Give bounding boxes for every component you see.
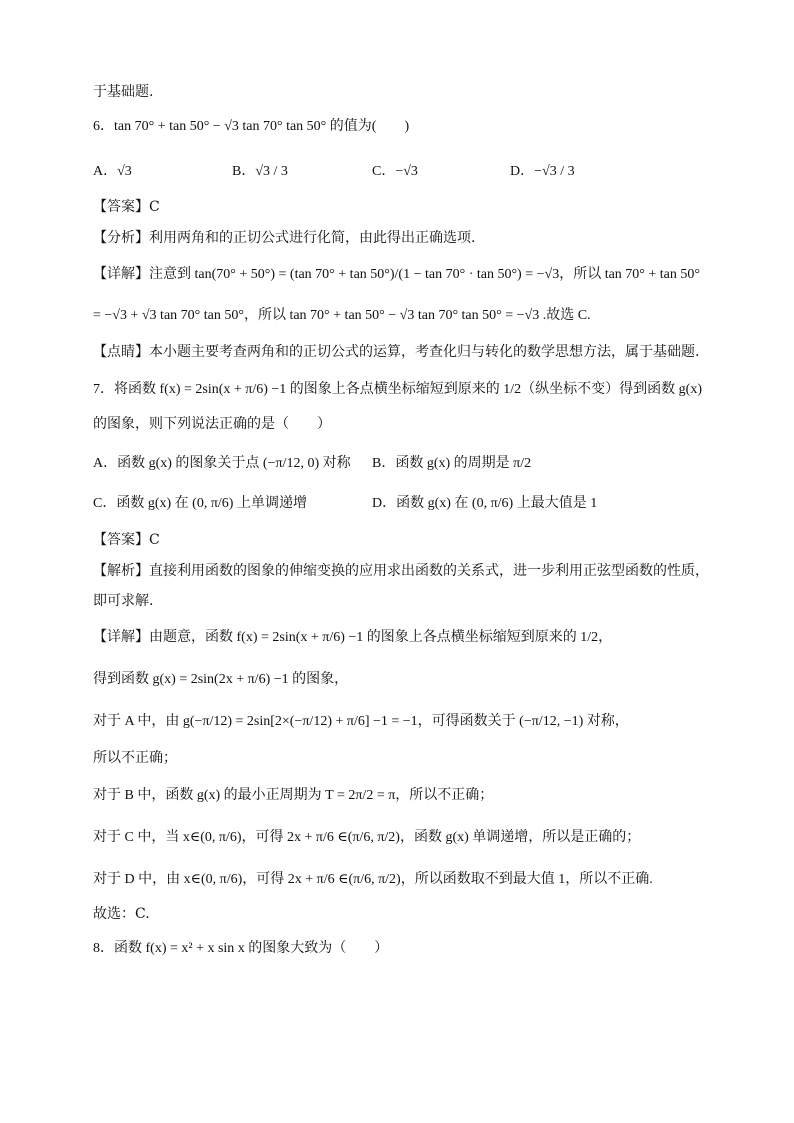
detail-line xyxy=(93,748,177,768)
detail-line xyxy=(93,628,612,648)
option-c xyxy=(372,160,418,180)
question-7-text: 7．将函数 f(x) = 2sin(x + π/6) −1 的图象上各点横坐标缩短到原来的 1/2（纵坐标不变）得到函数 g(x) xyxy=(93,382,703,397)
detail-line xyxy=(93,670,348,690)
detail-text: 对于 B 中，函数 g(x) 的最小正周期为 T = 2π/2 = π，所以不正确； xyxy=(93,788,494,803)
detail-line xyxy=(93,786,493,806)
option-a xyxy=(93,452,351,472)
option-d xyxy=(372,492,597,512)
detail-line xyxy=(93,712,629,732)
question-8 xyxy=(93,939,388,959)
comment-line xyxy=(93,342,699,362)
option-b-text: B．√3 / 3 xyxy=(232,164,288,179)
answer-line xyxy=(93,197,160,217)
option-a-text: A．函数 g(x) 的图象关于点 (−π/12, 0) 对称 xyxy=(93,456,351,471)
option-c-text: C．函数 g(x) 在 (0, π/6) 上单调递增 xyxy=(93,496,307,511)
question-6-text: 6．tan 70° + tan 50° − √3 tan 70° tan 50° 的值为( ) xyxy=(93,119,410,134)
option-d-text: D．函数 g(x) 在 (0, π/6) 上最大值是 1 xyxy=(372,496,598,511)
detail-text: 对于 D 中，由 x∈(0, π/6)，可得 2x + π/6 ∈(π/6, π/2)，所以函数取不到最大值 1，所以不正确. xyxy=(93,872,653,887)
detail-line xyxy=(93,265,700,285)
option-a xyxy=(93,160,132,180)
analysis-text: 【分析】利用两角和的正切公式进行化简，由此得出正确选项. xyxy=(93,230,476,246)
option-b-text: B．函数 g(x) 的周期是 π/2 xyxy=(372,456,532,471)
detail-text: 【详解】注意到 tan(70° + 50°) = (tan 70° + tan 50°)/(1 − tan 70° · tan 50°) = −√3，所以 tan 70° + tan 50° xyxy=(93,267,700,282)
analysis-line xyxy=(93,228,475,248)
option-d xyxy=(510,160,575,180)
detail-line xyxy=(93,870,653,890)
analysis-text: 即可求解. xyxy=(93,593,154,609)
detail-text: 对于 C 中，当 x∈(0, π/6)，可得 2x + π/6 ∈(π/6, π/2)，函数 g(x) 单调递增，所以是正确的； xyxy=(93,830,641,845)
detail-text: 【详解】由题意，函数 f(x) = 2sin(x + π/6) −1 的图象上各点横坐标缩短到原来的 1/2， xyxy=(93,630,613,645)
analysis-text: 【解析】直接利用函数的图象的伸缩变换的应用求出函数的关系式，进一步利用正弦型函数的性质， xyxy=(93,563,709,579)
option-b xyxy=(372,452,531,472)
detail-line xyxy=(93,306,591,326)
conclusion-text: 故选：C. xyxy=(93,906,150,922)
conclusion-line xyxy=(93,904,150,924)
comment-text: 【点睛】本小题主要考查两角和的正切公式的运算，考查化归与转化的数学思想方法，属于基础题. xyxy=(93,344,700,360)
option-c xyxy=(93,492,307,512)
text-line xyxy=(93,82,153,102)
answer-text: 【答案】C xyxy=(93,532,160,548)
option-c-text: C．−√3 xyxy=(372,164,418,179)
detail-text: = −√3 + √3 tan 70° tan 50°，所以 tan 70° + tan 50° − √3 tan 70° tan 50° = −√3 .故选 C. xyxy=(93,308,591,323)
question-6 xyxy=(93,117,409,137)
question-7-cont xyxy=(93,414,331,434)
answer-line xyxy=(93,530,160,550)
option-d-text: D．−√3 / 3 xyxy=(510,164,575,179)
text-line-content: 于基础题. xyxy=(93,84,154,100)
detail-text: 对于 A 中，由 g(−π/12) = 2sin[2×(−π/12) + π/6] −1 = −1，可得函数关于 (−π/12, −1) 对称， xyxy=(93,714,629,729)
detail-line xyxy=(93,828,640,848)
answer-text: 【答案】C xyxy=(93,199,160,215)
detail-text: 所以不正确； xyxy=(93,750,177,766)
question-7-text: 的图象，则下列说法正确的是（ ） xyxy=(93,416,331,432)
detail-text: 得到函数 g(x) = 2sin(2x + π/6) −1 的图象， xyxy=(93,672,349,687)
analysis-line xyxy=(93,561,709,581)
option-a-text: A．√3 xyxy=(93,164,132,179)
option-b xyxy=(232,160,288,180)
question-8-text: 8．函数 f(x) = x² + x sin x 的图象大致为（ ） xyxy=(93,941,389,956)
analysis-line xyxy=(93,591,153,611)
question-7 xyxy=(93,380,702,400)
